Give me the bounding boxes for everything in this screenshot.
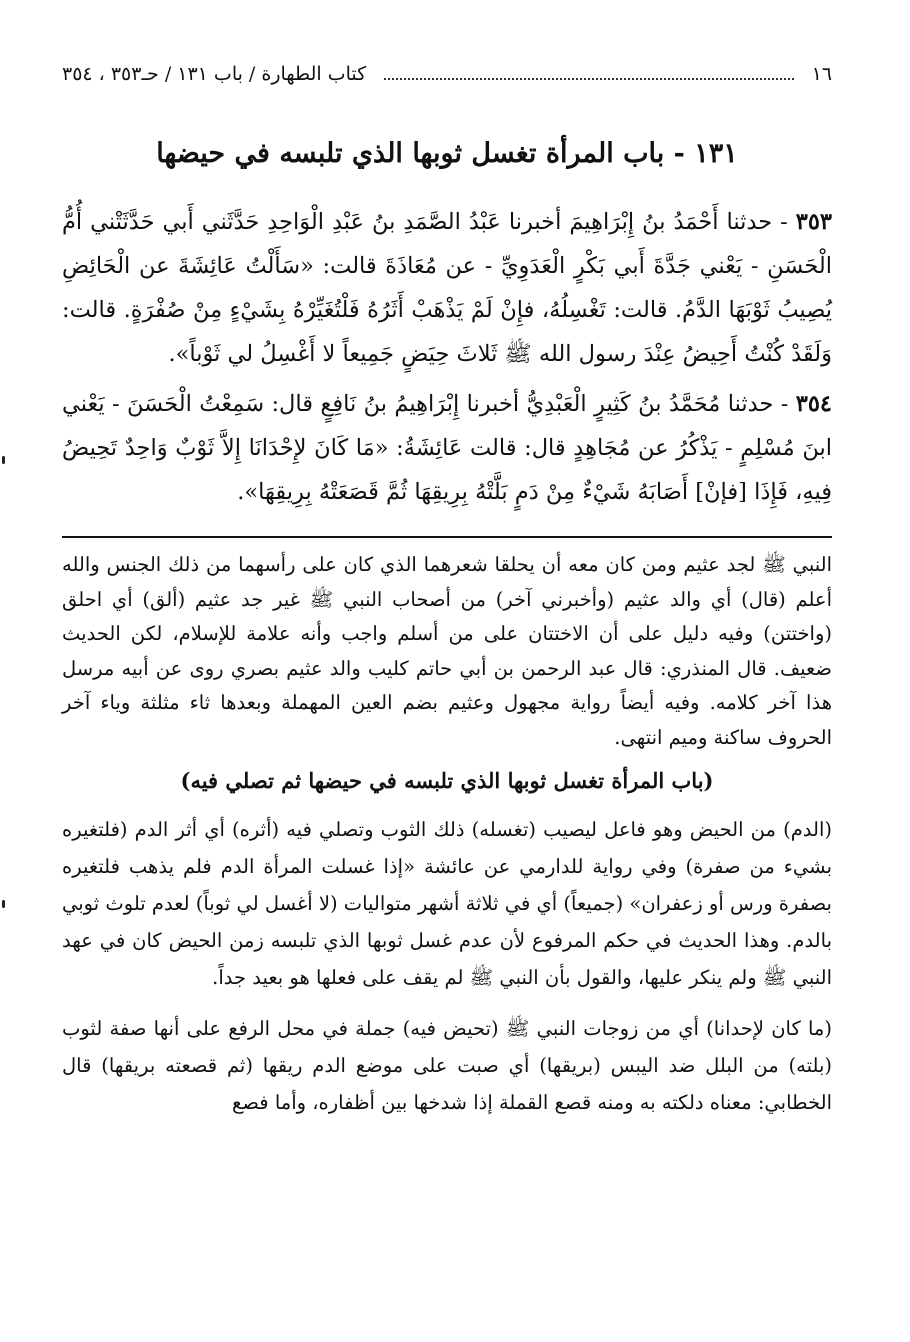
commentary-paragraph-2: (ما كان لإحدانا) أي من زوجات النبي ﷺ (تحيض فيه) جملة في محل الرفع على أنها صفة لثوب (بلته) من البلل ضد اليبس (بريقها) أي صبت على موضع الدم ريقها (ثم قصعته بريقها) قال الخطابي: معناه دلكته به ومنه قصع القملة إذا شدخها بين أظفاره، وأما فصع — [62, 1017, 832, 1114]
hadith-number: ٣٥٣ — [795, 209, 832, 235]
hadith-text: - حدثنا مُحَمَّدُ بنُ كَثِيرٍ الْعَبْدِيُّ أخبرنا إِبْرَاهِيمُ بنُ نَافِعٍ قال: سَمِعْتُ الْحَسَنَ - يَعْني ابنَ مُسْلِمٍ - يَذْكُرُ عن مُجَاهِدٍ قال: قالت عَائِشَةُ: «مَا كَانَ لإِحْدَانَا إِلاَّ ثَوْبٌ وَاحِدٌ تَحِيضُ فِيهِ، فَإِذَا [فإنْ] أَصَابَهُ شَيْءٌ مِنْ دَمٍ بَلَّتْهُ بِرِيقِهَا ثُمَّ قَصَعَتْهُ بِرِيقِهَا». — [62, 391, 832, 505]
document-page — [62, 62, 832, 1121]
margin-mark — [2, 456, 5, 464]
hadith-text: - حدثنا أَحْمَدُ بنُ إِبْرَاهِيمَ أخبرنا عَبْدُ الصَّمَدِ بنُ عَبْدِ الْوَاحِدِ حَدَّثَني أَبي حَدَّثَتْني أُمُّ الْحَسَنِ - يَعْني جَدَّةَ أَبي بَكْرٍ الْعَدَوِيِّ - عن مُعَاذَةَ قالت: «سَأَلْتُ عَائِشَةَ عن الْحَائِضِ يُصِيبُ ثَوْبَهَا الدَّمُ. قالت: تَغْسِلُهُ، فإِنْ لَمْ يَذْهَبْ أَثَرُهُ فَلْتُغَيِّرْهُ بِشَيْءٍ مِنْ صُفْرَةٍ. قالت: وَلَقَدْ كُنْتُ أَحِيضُ عِنْدَ رسول الله ﷺ ثَلاثَ حِيَضٍ جَمِيعاً لا أَغْسِلُ لي ثَوْباً». — [62, 209, 832, 367]
running-header — [62, 62, 832, 88]
margin-mark — [2, 900, 5, 908]
running-title: كتاب الطهارة / باب ١٣١ / حـ٣٥٣ ، ٣٥٤ — [62, 63, 367, 85]
chapter-title: ١٣١ - باب المرأة تغسل ثوبها الذي تلبسه في حيضها — [156, 138, 738, 169]
hadith-353 — [62, 200, 832, 376]
commentary-intro: النبي ﷺ لجد عثيم ومن كان معه أن يحلقا شعرهما الذي كان على رأسهما من ذلك الجنس والله أعلم (قال) أي والد عثيم (وأخبرني آخر) من أصحاب النبي ﷺ غير جد عثيم (ألق) أي احلق (واختتن) وفيه دليل على أن الاختتان على من أسلم واجب وأنه علامة للإسلام، لكن الحديث ضعيف. قال المنذري: قال عبد الرحمن بن أبي حاتم كليب والد عثيم بصري روى عن أبيه مرسل هذا آخر كلامه. وفيه أيضاً رواية مجهول وعثيم بضم العين المهملة وبعدها ثاء مثلثة وياء آخر الحروف ساكنة وميم انتهى. — [62, 553, 832, 749]
commentary-paragraph-1: (الدم) من الحيض وهو فاعل ليصيب (تغسله) ذلك الثوب وتصلي فيه (أثره) أي أثر الدم (فلتغيره بشيء من صفرة) وفي رواية للدارمي عن عائشة «إذا غسلت المرأة الدم فلم يذهب فلتغيره بصفرة ورس أو زعفران» (جميعاً) أي في ثلاثة أشهر متواليات (لا أغسل لي ثوباً) لعدم تلوث ثوبي بالدم. وهذا الحديث في حكم المرفوع لأن عدم غسل ثوبها الذي تلبسه زمن الحيض كان في عهد النبي ﷺ ولم ينكر عليها، والقول بأن النبي ﷺ لم يقف على فعلها هو بعيد جداً. — [62, 818, 832, 989]
page-number: ١٦ — [811, 63, 832, 85]
hadith-number: ٣٥٤ — [795, 391, 832, 417]
header-leader-dots — [384, 77, 793, 80]
footnote-divider — [62, 536, 832, 538]
commentary-sub-heading: (باب المرأة تغسل ثوبها الذي تلبسه في حيضها ثم تصلي فيه) — [180, 768, 714, 793]
hadith-354 — [62, 382, 832, 514]
